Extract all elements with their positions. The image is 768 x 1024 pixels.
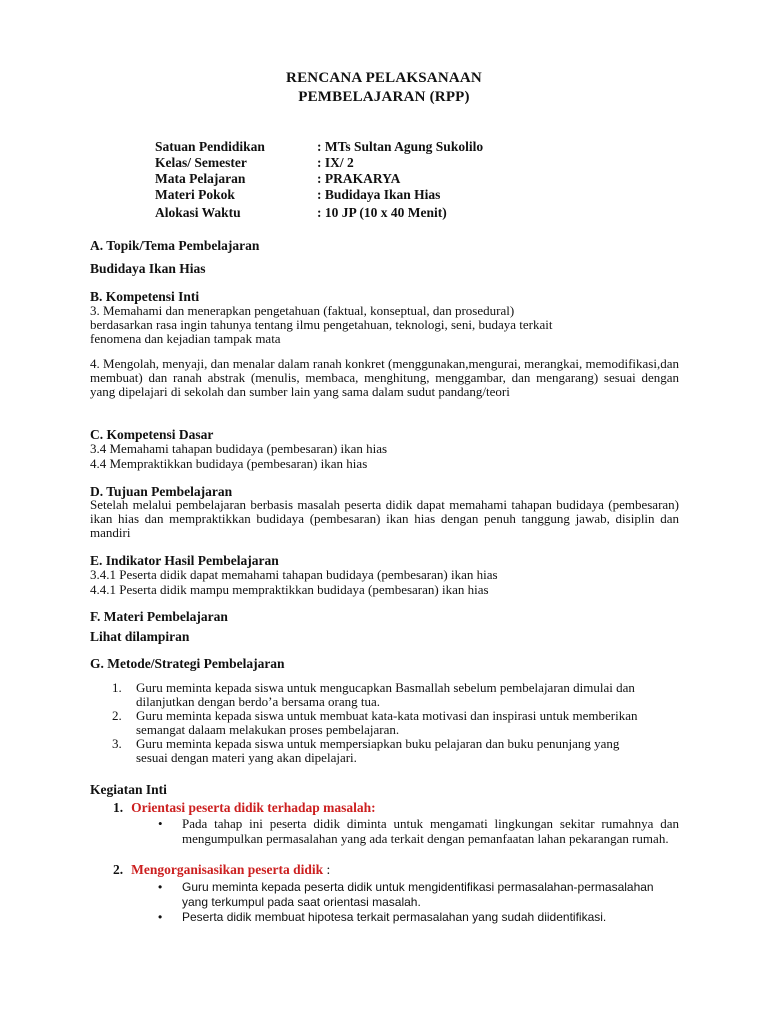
- section-f-body: Lihat dilampiran: [90, 629, 190, 644]
- meta-label: Satuan Pendidikan: [155, 139, 265, 154]
- list-text: Guru meminta kepada siswa untuk membuat kata-kata motivasi dan inspirasi untuk memberikan semangat dalaam melakukan proses pembelajaran.: [136, 708, 638, 737]
- ki4-paragraph: 4. Mengolah, menyaji, dan menalar dalam ranah konkret (menggunakan,mengurai, merangkai, memodifikasi,dan membuat) dan ranah abstrak (menulis, membaca, menghitung, menggambar, dan mengarang) sesuai dengan yang dipelajari di sekolah dan sumber lain yang sama dalam sudut pandang/teori: [90, 356, 679, 399]
- list-item: [112, 681, 652, 709]
- list-number: 3.: [112, 736, 122, 751]
- ki3-line-3: fenomena dan kejadian tampak mata: [90, 331, 281, 346]
- step-suffix: :: [323, 862, 331, 877]
- meta-value: : PRAKARYA: [317, 171, 401, 186]
- section-c-heading: C. Kompetensi Dasar: [90, 427, 214, 442]
- section-e-heading: E. Indikator Hasil Pembelajaran: [90, 553, 279, 568]
- bullet-icon: •: [158, 816, 163, 831]
- list-item: [112, 709, 652, 737]
- section-g-heading: G. Metode/Strategi Pembelajaran: [90, 656, 285, 671]
- meta-value: : MTs Sultan Agung Sukolilo: [317, 139, 484, 154]
- meta-value: : Budidaya Ikan Hias: [317, 187, 441, 202]
- list-text: Guru meminta kepada siswa untuk mengucapkan Basmallah sebelum pembelajaran dimulai dan dilanjutkan dengan berdo’a bersama orang tua.: [136, 680, 635, 709]
- document-title-line-1: RENCANA PELAKSANAAN: [286, 70, 482, 86]
- bullet-text: Guru meminta kepada peserta didik untuk mengidentifikasi permasalahan-permasalahan yang terkumpul pada saat orientasi masalah.: [182, 880, 654, 909]
- kegiatan-step-1: [113, 800, 376, 816]
- meta-label: Kelas/ Semester: [155, 155, 247, 170]
- step-number: 2.: [113, 862, 124, 877]
- ki3-line-1: 3. Memahami dan menerapkan pengetahuan (faktual, konseptual, dan prosedural): [90, 303, 515, 318]
- meta-label: Materi Pokok: [155, 187, 235, 202]
- step-number: 1.: [113, 800, 124, 815]
- step-title: Orientasi peserta didik terhadap masalah:: [131, 800, 376, 815]
- kegiatan-step-2: [113, 862, 330, 878]
- list-number: 2.: [112, 708, 122, 723]
- list-item: [158, 817, 679, 861]
- list-text: Guru meminta kepada siswa untuk mempersiapkan buku pelajaran dan buku penunjang yang sesuai dengan materi yang akan dipelajari.: [136, 736, 620, 765]
- bullet-icon: •: [158, 910, 163, 924]
- list-item: [112, 737, 652, 765]
- section-d-body: Setelah melalui pembelajaran berbasis masalah peserta didik dapat memahami tahapan budidaya (pembesaran) ikan hias dan mempraktikkan budidaya (pembesaran) ikan hias dengan penuh tanggung jawab, disiplin dan mandiri: [90, 497, 679, 540]
- section-d-heading: D. Tujuan Pembelajaran: [90, 484, 233, 499]
- bullet-icon: •: [158, 880, 163, 894]
- document-title-line-2: PEMBELAJARAN (RPP): [298, 89, 470, 105]
- step-title: Mengorganisasikan peserta didik: [131, 862, 324, 877]
- bullet-text: Pada tahap ini peserta didik diminta untuk mengamati lingkungan sekitar rumahnya dan mengumpulkan permasalahan yang ada terkait dengan pemanfaatan lahan pekarangan rumah.: [182, 816, 679, 846]
- kd-item-3-4: 3.4 Memahami tahapan budidaya (pembesaran) ikan hias: [90, 441, 388, 456]
- list-number: 1.: [112, 680, 122, 695]
- list-item: [158, 910, 679, 926]
- bullet-text: Peserta didik membuat hipotesa terkait permasalahan yang sudah diidentifikasi.: [182, 910, 607, 924]
- indikator-item-4-4-1: 4.4.1 Peserta didik mampu mempraktikkan budidaya (pembesaran) ikan hias: [90, 582, 489, 597]
- section-b-heading: B. Kompetensi Inti: [90, 289, 200, 304]
- meta-value: : IX/ 2: [317, 155, 354, 170]
- section-f-heading: F. Materi Pembelajaran: [90, 609, 228, 624]
- ki3-line-2: berdasarkan rasa ingin tahunya tentang ilmu pengetahuan, teknologi, seni, budaya terkait: [90, 317, 553, 332]
- section-a-body: Budidaya Ikan Hias: [90, 261, 206, 276]
- list-item: [158, 880, 679, 910]
- kd-item-4-4: 4.4 Mempraktikkan budidaya (pembesaran) ikan hias: [90, 456, 368, 471]
- kegiatan-inti-heading: Kegiatan Inti: [90, 782, 167, 797]
- meta-label: Mata Pelajaran: [155, 171, 246, 186]
- meta-value: : 10 JP (10 x 40 Menit): [317, 205, 447, 220]
- indikator-item-3-4-1: 3.4.1 Peserta didik dapat memahami tahapan budidaya (pembesaran) ikan hias: [90, 567, 498, 582]
- section-a-heading: A. Topik/Tema Pembelajaran: [90, 238, 260, 253]
- meta-label: Alokasi Waktu: [155, 205, 241, 220]
